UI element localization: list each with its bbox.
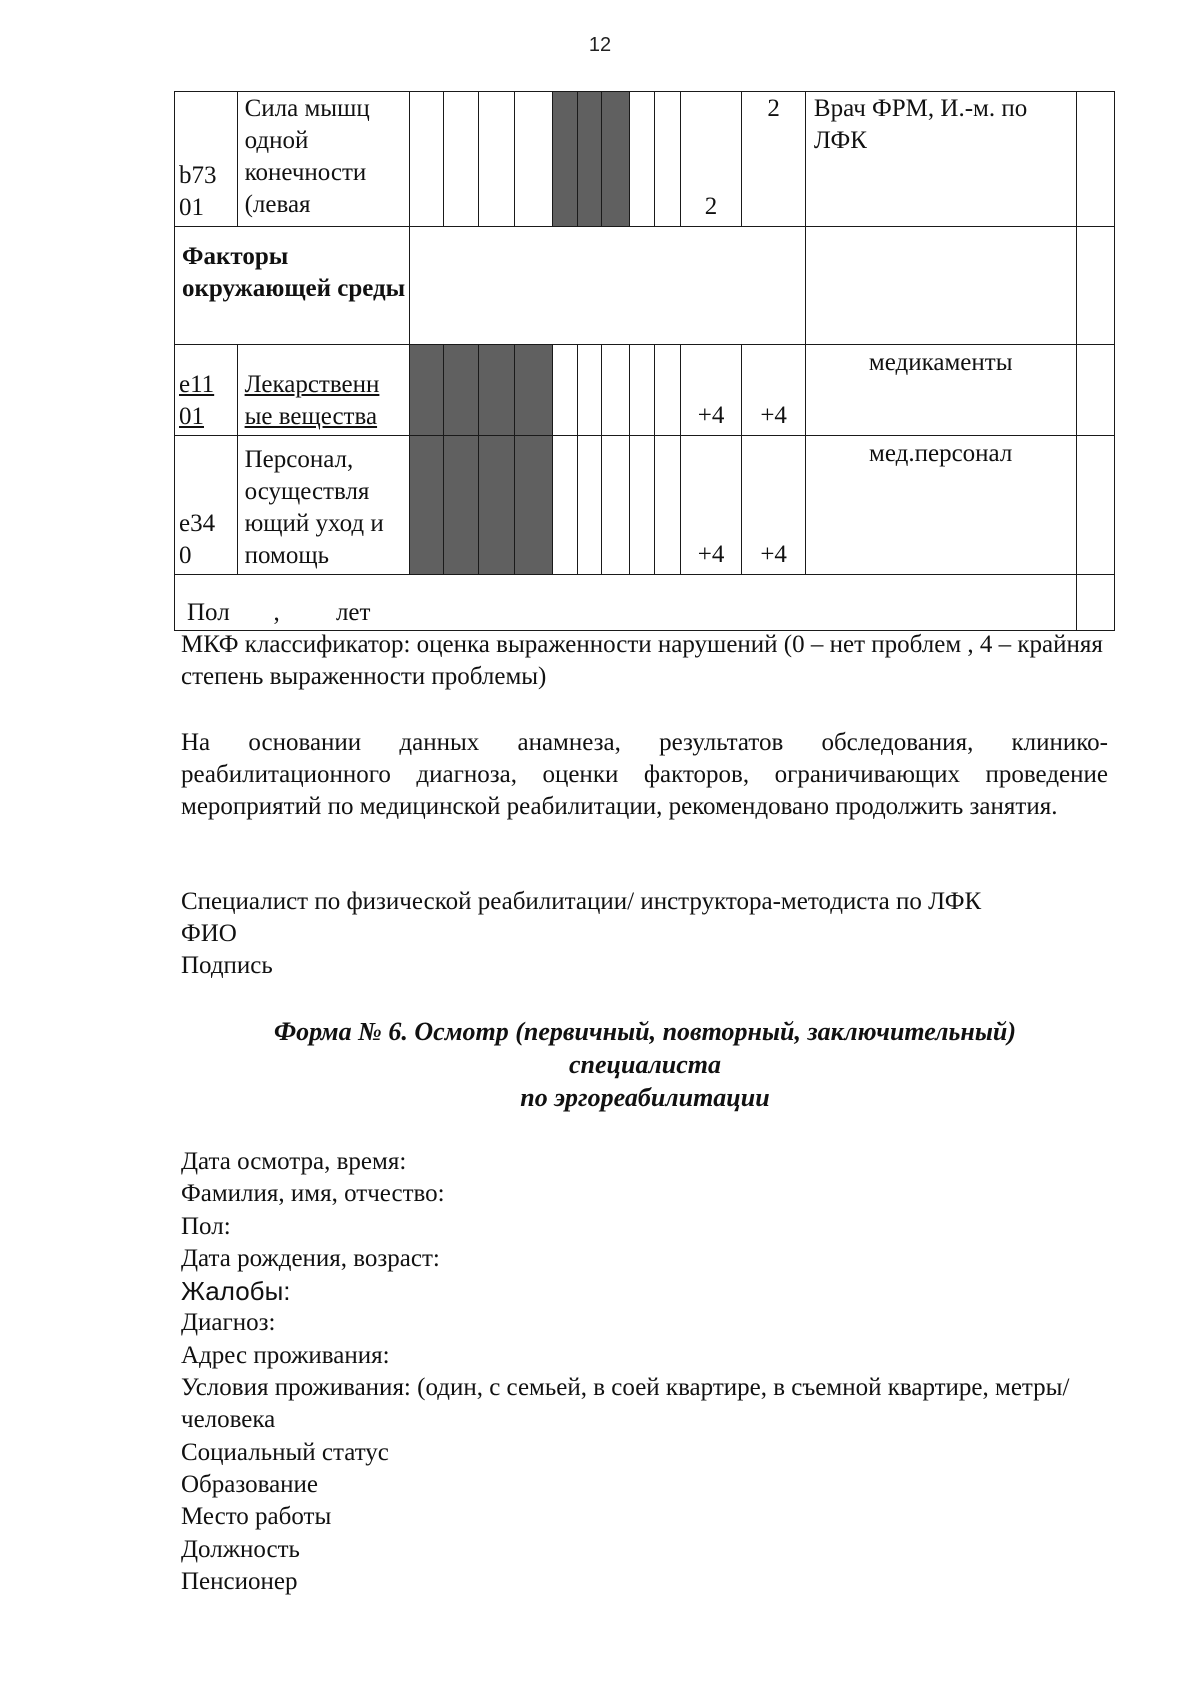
score-cell: +4 [680,436,742,575]
empty-cell [1076,92,1115,227]
icf-code-cell [175,345,238,436]
factor-note: мед.персонал [805,436,1076,575]
page-number: 12 [588,34,612,56]
field-position: Должность [181,1535,300,1563]
gender-age-row: Пол , лет [175,575,1077,631]
field-full-name: Фамилия, имя, отчество: [181,1180,445,1208]
shaded-rating-cell [602,92,630,227]
field-sex: Пол: [181,1212,231,1240]
form-title-line: по эргореабилитации [520,1083,770,1112]
table-row [175,92,1115,227]
shaded-rating-cell [478,345,514,436]
field-complaints: Жалобы: [181,1276,291,1307]
rating-cell [630,345,654,436]
table-row [175,575,1115,631]
rating-cell [515,92,552,227]
score-cell: 2 [742,92,806,227]
rating-cell [630,436,654,575]
field-education: Образование [181,1470,319,1498]
table-row [175,436,1115,575]
icf-code-part: e34 [179,510,216,537]
shaded-rating-cell [552,92,577,227]
score-cell: +4 [680,345,742,436]
rating-cell [410,92,443,227]
form-title-line: Форма № 6. Осмотр (первичный, повторный, заключительный) [274,1017,1016,1046]
table-section-row [175,227,1115,345]
icf-domain-label: Лекарственн ые вещества [244,371,380,430]
icf-legend: МКФ классификатор: оценка выраженности нарушений (0 – нет проблем , 4 – крайняя степень выраженности проблемы) [181,631,1103,690]
field-pensioner: Пенсионер [181,1567,298,1595]
table-row [175,345,1115,436]
conclusion-paragraph: На основании данных анамнеза, результатов обследования, клинико-реабилитационного диагноза, оценки факторов, ограничивающих проведение мероприятий по медицинской реабилитации, рекомендовано продолжить занятия. [181,729,1108,820]
rating-cell [552,436,577,575]
form-fields [181,1146,1111,1598]
score-cell: +4 [742,345,806,436]
field-address: Адрес проживания: [181,1341,390,1369]
icf-code-cell [175,436,238,575]
empty-cell [805,227,1076,345]
field-exam-date: Дата осмотра, время: [181,1148,407,1175]
section-title: Факторы окружающей среды [175,227,410,345]
field-social-status: Социальный статус [181,1438,389,1466]
field-workplace: Место работы [181,1503,332,1531]
rating-cell [602,345,630,436]
field-birth-date: Дата рождения, возраст: [181,1244,440,1272]
rating-cell [602,436,630,575]
shaded-rating-cell [443,436,478,575]
empty-cell [1076,575,1115,631]
icf-code-part: b73 [179,162,217,189]
empty-cell [1076,436,1115,575]
shaded-rating-cell [410,436,443,575]
icf-code-part: e11 [179,371,215,398]
rating-cell [630,92,654,227]
shaded-rating-cell [478,436,514,575]
icf-domain-name [237,345,410,436]
icf-code-part: 01 [179,403,204,430]
field-living-conditions: Условия проживания: (один, с семьей, в соей квартире, в съемной квартире, метры/человека [181,1374,1070,1434]
signature-line: Подпись [181,952,273,979]
shaded-rating-cell [515,436,552,575]
rating-cell [552,345,577,436]
icf-assessment-table [174,91,1115,631]
shaded-rating-cell [443,345,478,436]
empty-cell [1076,227,1115,345]
form-title-line: специалиста [568,1050,722,1079]
form-title [181,1015,1109,1114]
icf-code-part: 0 [179,542,192,569]
shaded-rating-cell [410,345,443,436]
specialist-line: Специалист по физической реабилитации/ инструктора-методиста по ЛФК [181,888,982,915]
rating-cell [577,436,601,575]
empty-cell [410,227,806,345]
score-cell: +4 [742,436,806,575]
rating-cell [654,345,680,436]
icf-code-part: 01 [179,194,204,221]
icf-domain-name: Персонал, осуществля ющий уход и помощь [237,436,410,575]
fio-line: ФИО [181,920,237,947]
responsible-specialist: Врач ФРМ, И.-м. по ЛФК [805,92,1076,227]
rating-cell [478,92,514,227]
rating-cell [654,436,680,575]
shaded-rating-cell [515,345,552,436]
empty-cell [1076,345,1115,436]
rating-cell [654,92,680,227]
signature-block [181,886,981,982]
field-diagnosis: Диагноз: [181,1309,276,1337]
shaded-rating-cell [577,92,601,227]
icf-domain-name: Сила мышц одной конечности (левая [237,92,410,227]
factor-note: медикаменты [805,345,1076,436]
icf-code-cell [175,92,238,227]
rating-cell [443,92,478,227]
rating-cell [577,345,601,436]
score-cell: 2 [680,92,742,227]
